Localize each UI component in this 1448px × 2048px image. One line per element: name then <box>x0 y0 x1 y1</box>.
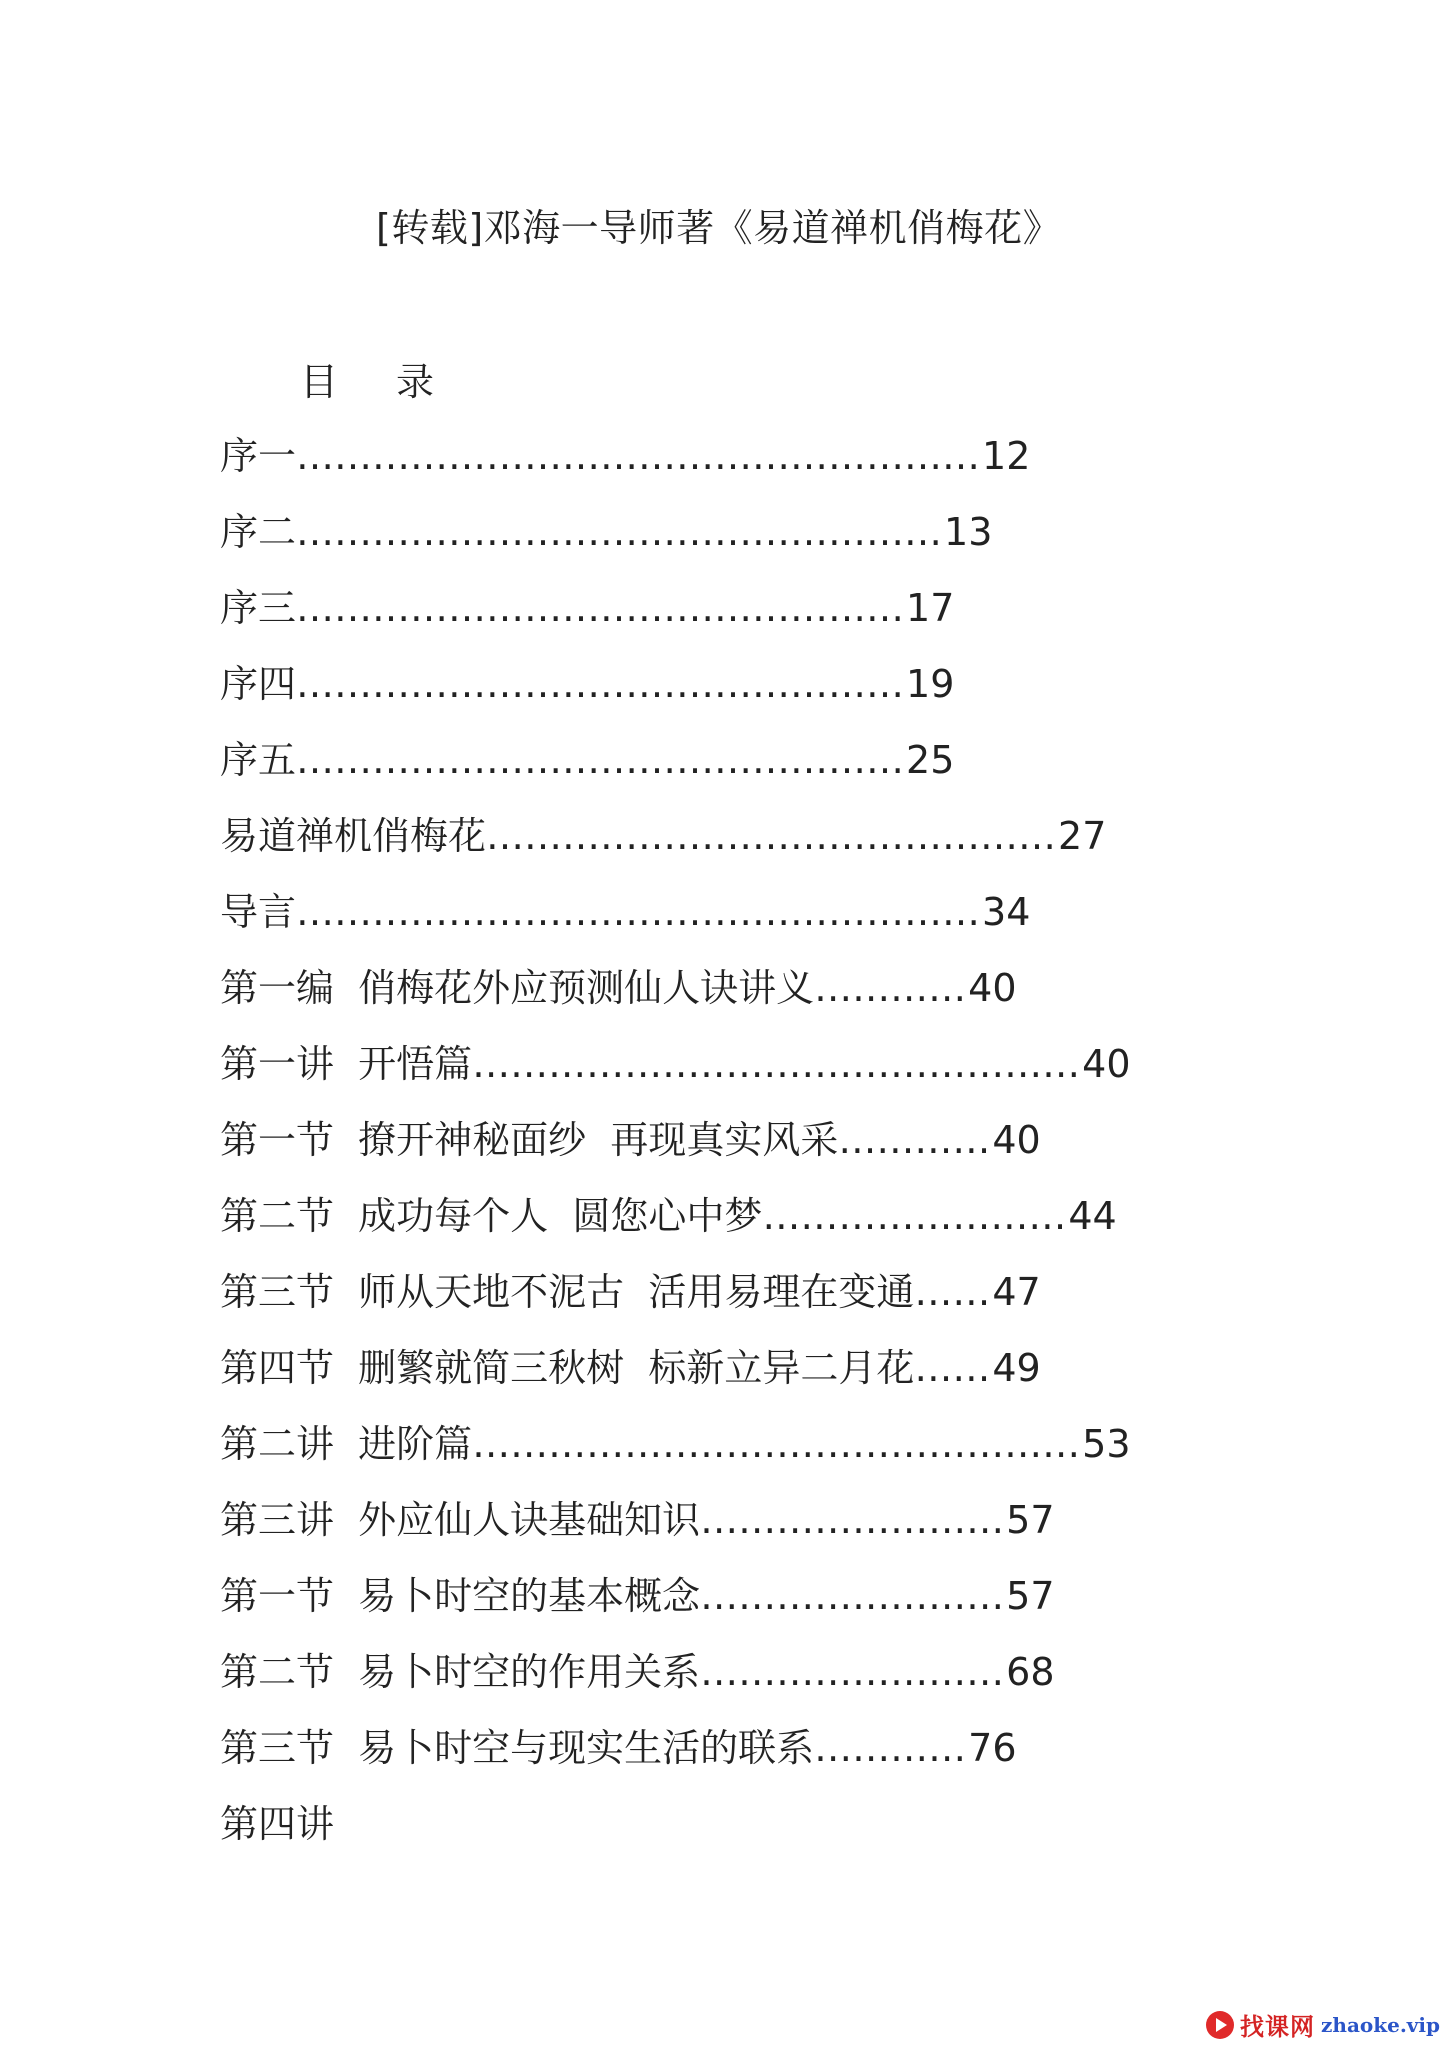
toc-item <box>220 960 1131 1036</box>
toc-item-page: 68 <box>1006 1650 1055 1694</box>
toc-item-page: 27 <box>1058 814 1107 858</box>
toc-item-label: 导言 <box>220 890 297 934</box>
toc-item-label: 第二节 易卜时空的作用关系 <box>220 1650 701 1694</box>
play-circle-icon <box>1206 2011 1234 2039</box>
toc-item-label: 第一节 易卜时空的基本概念 <box>220 1574 701 1618</box>
watermark-url: zhaoke.vip <box>1321 2012 1440 2037</box>
toc-item-label: 第一编 俏梅花外应预测仙人诀讲义 <box>220 966 815 1010</box>
document-title: [转载]邓海一导师著《易道禅机俏梅花》 <box>376 206 1062 250</box>
toc-item-page: 53 <box>1082 1422 1131 1466</box>
toc-item-page: 40 <box>1082 1042 1131 1086</box>
toc-item-leader: ………………………………………… <box>296 738 905 782</box>
toc-item <box>220 1720 1131 1796</box>
toc-item-label: 序五 <box>220 738 297 782</box>
toc-item <box>220 732 1131 808</box>
toc-item <box>220 1188 1131 1264</box>
table-of-contents <box>220 428 1131 1872</box>
toc-item-label: 序三 <box>220 586 297 630</box>
toc-heading <box>300 354 434 410</box>
toc-item-page: 12 <box>982 434 1031 478</box>
toc-item <box>220 1264 1131 1340</box>
toc-item-leader: …………………………………………… <box>296 510 943 554</box>
toc-item <box>220 1416 1131 1492</box>
toc-item-leader: ……………………………………………… <box>296 890 981 934</box>
toc-item <box>220 1796 1131 1872</box>
toc-item-page: 25 <box>906 738 955 782</box>
toc-item-label: 第二讲 进阶篇 <box>220 1422 473 1466</box>
toc-item-page: 19 <box>906 662 955 706</box>
toc-item-page: 49 <box>992 1346 1041 1390</box>
toc-item-label: 第二节 成功每个人 圆您心中梦 <box>220 1194 763 1238</box>
toc-item-leader: ………… <box>814 966 967 1010</box>
toc-item-label: 第一节 撩开神秘面纱 再现真实风采 <box>220 1118 839 1162</box>
toc-item-leader: ……………………………………………… <box>296 434 981 478</box>
toc-item <box>220 1644 1131 1720</box>
toc-item-leader: …………………… <box>700 1574 1005 1618</box>
toc-item-label: 序一 <box>220 434 297 478</box>
toc-item <box>220 580 1131 656</box>
toc-item-leader: ………………………………………… <box>472 1422 1081 1466</box>
toc-item-page: 40 <box>992 1118 1041 1162</box>
toc-item-leader: ………………………………………… <box>296 662 905 706</box>
toc-item <box>220 808 1131 884</box>
toc-item-leader: …………………… <box>762 1194 1067 1238</box>
toc-item-leader: …………………… <box>700 1650 1005 1694</box>
toc-item-page: 76 <box>968 1726 1017 1770</box>
toc-item <box>220 504 1131 580</box>
toc-heading-right: 录 <box>396 360 435 404</box>
toc-item-label: 第三节 易卜时空与现实生活的联系 <box>220 1726 815 1770</box>
toc-item <box>220 1492 1131 1568</box>
toc-item <box>220 656 1131 732</box>
watermark-brand: 找课网 <box>1240 2012 1316 2041</box>
toc-item-page: 40 <box>968 966 1017 1010</box>
toc-item-leader: …………………… <box>700 1498 1005 1542</box>
toc-item <box>220 1036 1131 1112</box>
toc-item <box>220 428 1131 504</box>
toc-item-leader: ……………………………………… <box>486 814 1057 858</box>
toc-item-label: 序二 <box>220 510 297 554</box>
toc-item-leader: …… <box>914 1346 991 1390</box>
toc-item-leader: …… <box>914 1270 991 1314</box>
toc-item-label: 第四讲 <box>220 1802 335 1846</box>
toc-item-label: 序四 <box>220 662 297 706</box>
toc-item-page: 34 <box>982 890 1031 934</box>
toc-item <box>220 1112 1131 1188</box>
toc-item-label: 第三节 师从天地不泥古 活用易理在变通 <box>220 1270 915 1314</box>
toc-item <box>220 1568 1131 1644</box>
toc-item-page: 47 <box>992 1270 1041 1314</box>
toc-item-page: 44 <box>1068 1194 1117 1238</box>
toc-item-label: 第一讲 开悟篇 <box>220 1042 473 1086</box>
toc-item-page: 13 <box>944 510 993 554</box>
watermark <box>1206 2007 1440 2042</box>
toc-item-leader: ………… <box>814 1726 967 1770</box>
toc-item-leader: ………………………………………… <box>296 586 905 630</box>
toc-item-page: 17 <box>906 586 955 630</box>
toc-item <box>220 1340 1131 1416</box>
toc-item <box>220 884 1131 960</box>
toc-item-label: 易道禅机俏梅花 <box>220 814 487 858</box>
toc-item-page: 57 <box>1006 1498 1055 1542</box>
toc-item-leader: ………………………………………… <box>472 1042 1081 1086</box>
toc-item-label: 第四节 删繁就简三秋树 标新立异二月花 <box>220 1346 915 1390</box>
toc-heading-left: 目 <box>300 360 339 404</box>
toc-item-page: 57 <box>1006 1574 1055 1618</box>
toc-item-leader: ………… <box>838 1118 991 1162</box>
toc-item-label: 第三讲 外应仙人诀基础知识 <box>220 1498 701 1542</box>
